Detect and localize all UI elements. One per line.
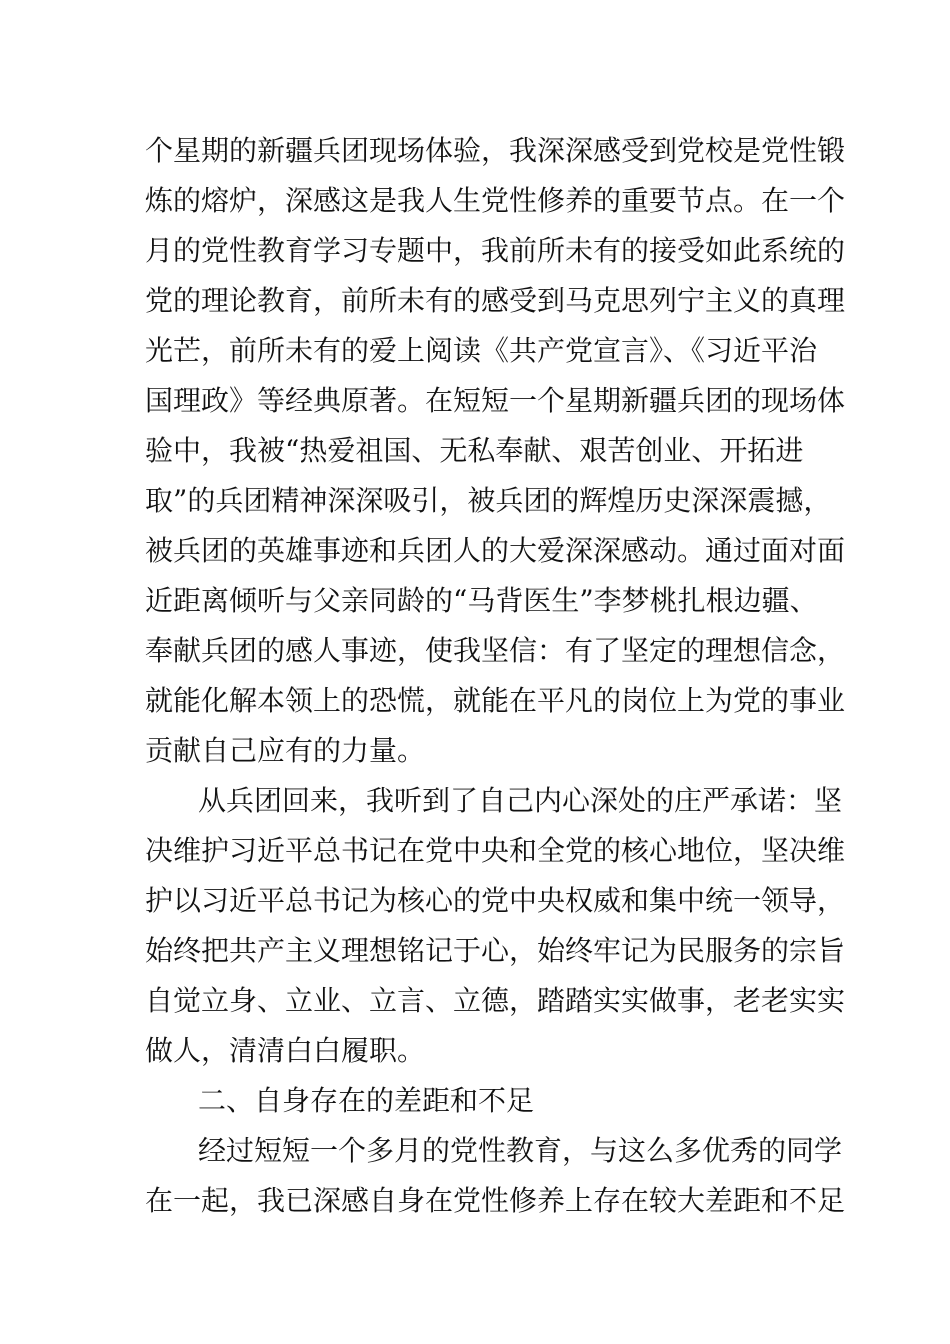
section-heading: 二、自身存在的差距和不足 <box>198 1084 535 1117</box>
text-line: 做人，清清白白履职。 <box>145 1034 426 1067</box>
text-line: 决维护习近平总书记在党中央和全党的核心地位，坚决维 <box>145 834 846 867</box>
text-line: 取”的兵团精神深深吸引，被兵团的辉煌历史深深震撼， <box>145 484 832 517</box>
text-line: 月的党性教育学习专题中，我前所未有的接受如此系统的 <box>145 234 846 267</box>
text-line: 始终把共产主义理想铭记于心，始终牢记为民服务的宗旨 <box>145 934 846 967</box>
text-line: 奉献兵团的感人事迹，使我坚信：有了坚定的理想信念， <box>145 634 846 667</box>
text-line: 自觉立身、立业、立言、立德，踏踏实实做事，老老实实 <box>145 984 846 1017</box>
text-line: 护以习近平总书记为核心的党中央权威和集中统一领导， <box>145 884 846 917</box>
text-line: 验中，我被“热爱祖国、无私奉献、艰苦创业、开拓进 <box>145 434 804 467</box>
text-line: 炼的熔炉，深感这是我人生党性修养的重要节点。在一个 <box>145 184 846 217</box>
text-line: 贡献自己应有的力量。 <box>145 734 426 767</box>
text-line: 经过短短一个多月的党性教育，与这么多优秀的同学 <box>198 1134 843 1167</box>
text-line: 个星期的新疆兵团现场体验，我深深感受到党校是党性锻 <box>145 134 846 167</box>
text-line: 被兵团的英雄事迹和兵团人的大爱深深感动。通过面对面 <box>145 534 846 567</box>
text-line: 国理政》等经典原著。在短短一个星期新疆兵团的现场体 <box>145 384 846 417</box>
text-line: 光芒，前所未有的爱上阅读《共产党宣言》、《习近平治 <box>145 334 818 367</box>
text-line: 近距离倾听与父亲同龄的“马背医生”李梦桃扎根边疆、 <box>145 584 818 617</box>
text-line: 党的理论教育，前所未有的感受到马克思列宁主义的真理 <box>145 284 846 317</box>
text-line: 在一起，我已深感自身在党性修养上存在较大差距和不足 <box>145 1184 846 1217</box>
text-line: 就能化解本领上的恐慌，就能在平凡的岗位上为党的事业 <box>145 684 846 717</box>
text-line: 从兵团回来，我听到了自己内心深处的庄严承诺：坚 <box>198 784 843 817</box>
